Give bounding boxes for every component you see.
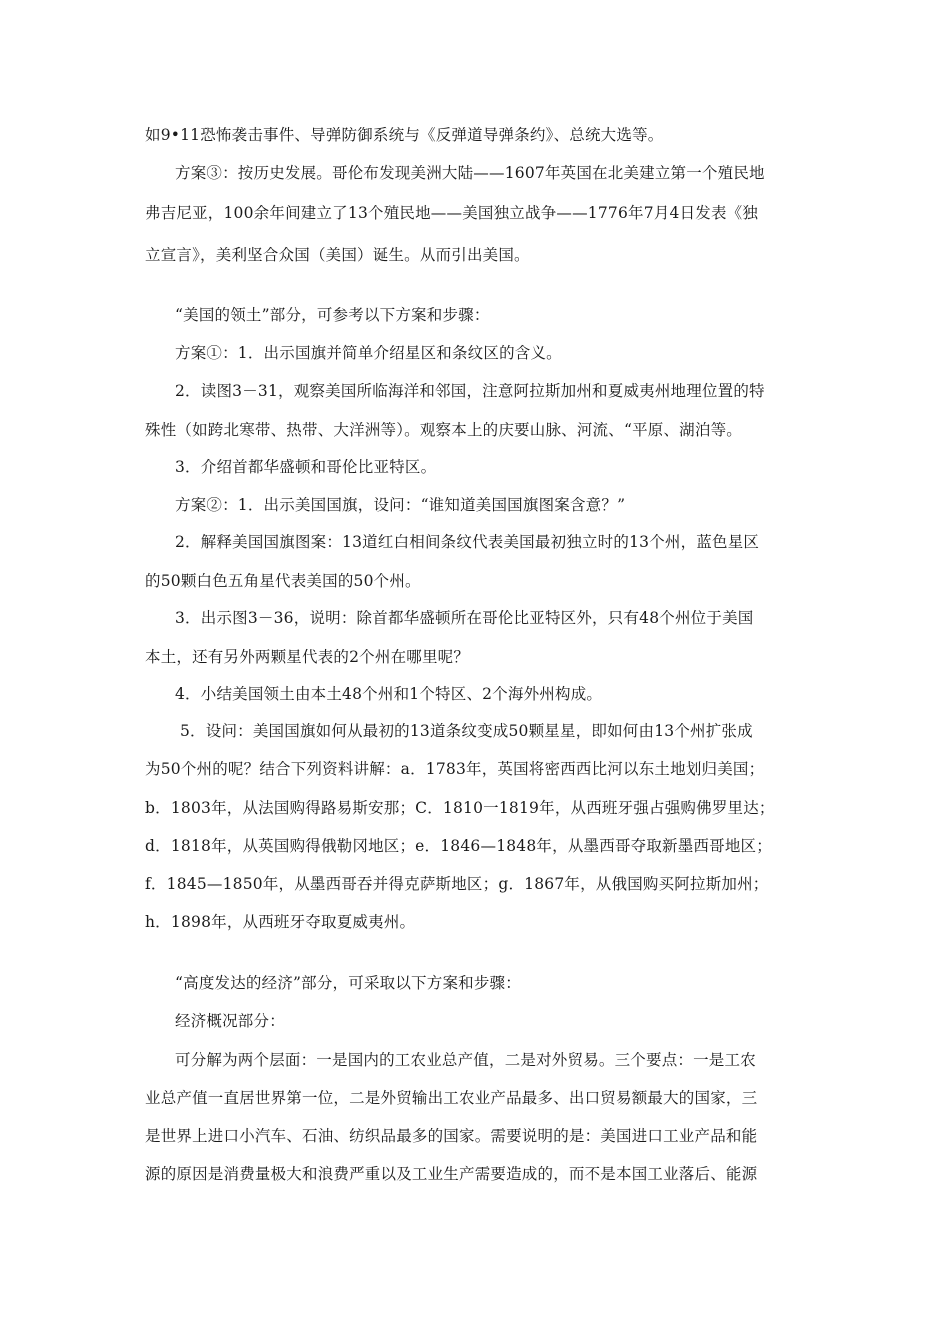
text-line: 4．小结美国领土由本土48个州和1个特区、2个海外州构成。: [175, 685, 603, 703]
text-line: 如9•11恐怖袭击事件、导弹防御系统与《反弹道导弹条约》、总统大选等。: [145, 126, 664, 144]
text-line: 业总产值一直居世界第一位，二是外贸输出工农业产品最多、出口贸易额最大的国家，三: [145, 1089, 758, 1107]
section-heading: “高度发达的经济”部分，可采取以下方案和步骤：: [175, 974, 521, 992]
text-line: 为50个州的呢？结合下列资料讲解：a．1783年，英国将密西西比河以东土地划归美国；: [145, 760, 765, 778]
section-heading: “美国的领土”部分，可参考以下方案和步骤：: [175, 306, 490, 324]
text-line: 是世界上进口小汽车、石油、纺织品最多的国家。需要说明的是：美国进口工业产品和能: [145, 1127, 758, 1145]
text-line: 弗吉尼亚，100余年间建立了13个殖民地——美国独立战争——1776年7月4日发表《独: [145, 204, 759, 222]
text-line: 经济概况部分：: [175, 1012, 285, 1030]
text-line: h．1898年，从西班牙夺取夏威夷州。: [145, 913, 416, 931]
text-line: d．1818年，从英国购得俄勒冈地区；e．1846—1848年，从墨西哥夺取新墨西哥地区；: [145, 837, 772, 855]
text-line: 方案②：1．出示美国国旗，设问：“谁知道美国国旗图案含意？”: [175, 496, 626, 514]
text-line: 2．解释美国国旗图案：13道红白相间条纹代表美国最初独立时的13个州，蓝色星区: [175, 533, 760, 551]
text-line: 的50颗白色五角星代表美国的50个州。: [145, 572, 421, 590]
text-line: b．1803年，从法国购得路易斯安那；C．1810一1819年，从西班牙强占强购佛罗里达；: [145, 799, 775, 817]
text-line: 方案③：按历史发展。哥伦布发现美洲大陆——1607年英国在北美建立第一个殖民地: [175, 164, 765, 182]
text-line: 本土，还有另外两颗星代表的2个州在哪里呢？: [145, 648, 470, 666]
text-line: 可分解为两个层面：一是国内的工农业总产值，二是对外贸易。三个要点：一是工农: [175, 1051, 756, 1069]
text-line: 源的原因是消费量极大和浪费严重以及工业生产需要造成的，而不是本国工业落后、能源: [145, 1165, 758, 1183]
text-line: f．1845—1850年，从墨西哥吞并得克萨斯地区；g．1867年，从俄国购买阿拉斯加州；: [145, 875, 769, 893]
text-line: 2．读图3－31，观察美国所临海洋和邻国，注意阿拉斯加州和夏威夷州地理位置的特: [175, 382, 765, 400]
text-line: 方案①：1．出示国旗并简单介绍星区和条纹区的含义。: [175, 344, 562, 362]
text-line: 3．介绍首都华盛顿和哥伦比亚特区。: [175, 458, 437, 476]
text-line: 殊性（如跨北寒带、热带、大洋洲等）。观察本上的庆要山脉、河流、“平原、湖泊等。: [145, 421, 742, 439]
text-line: 5．设问：美国国旗如何从最初的13道条纹变成50颗星星，即如何由13个州扩张成: [180, 722, 753, 740]
text-line: 3．出示图3－36，说明：除首都华盛顿所在哥伦比亚特区外，只有48个州位于美国: [175, 609, 754, 627]
text-line: 立宣言》，美利坚合众国（美国）诞生。从而引出美国。: [145, 246, 530, 264]
